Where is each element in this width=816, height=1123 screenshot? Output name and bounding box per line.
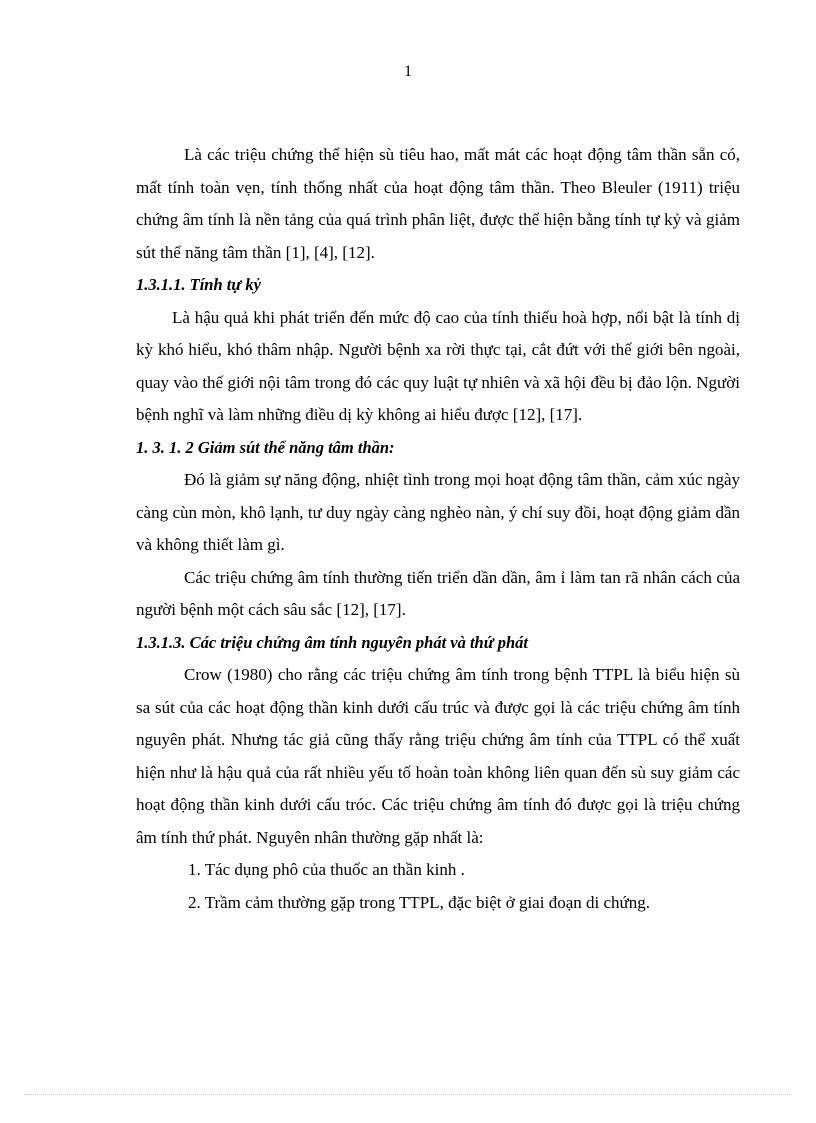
document-body bbox=[136, 139, 740, 919]
paragraph-progression: Các triệu chứng âm tính thường tiến triển dần dần, âm ỉ làm tan rã nhân cách của người bệnh một cách sâu sắc [12], [17]. bbox=[136, 567, 740, 619]
list-item-antipsychotic-side-effects: 1. Tác dụng phô của thuốc an thần kinh . bbox=[188, 860, 465, 879]
paragraph-mental-energy-decline: Đó là giảm sự năng động, nhiệt tình trong mọi hoạt động tâm thần, cảm xúc ngày càng cùn mòn, khô lạnh, tư duy ngày càng nghèo nàn, ý chí suy đồi, hoạt động giảm dần và không thiết làm gì. bbox=[136, 470, 740, 554]
paragraph-autism: Là hậu quả khi phát triển đến mức độ cao của tính thiếu hoà hợp, nổi bật là tính dị kỳ khó hiểu, khó thâm nhập. Người bệnh xa rời thực tại, cắt đứt với thế giới bên ngoài, quay vào thế giới nội tâm trong đó các quy luật tự nhiên và xã hội đều bị đảo lộn. Người bệnh nghĩ và làm những điều dị kỳ không ai hiểu được [12], [17]. bbox=[136, 307, 740, 424]
heading-autism: 1.3.1.1. Tính tự kỷ bbox=[136, 275, 261, 294]
list-item-depression: 2. Trầm cảm thường gặp trong TTPL, đặc biệt ở giai đoạn di chứng. bbox=[188, 892, 650, 912]
heading-primary-secondary-symptoms: 1.3.1.3. Các triệu chứng âm tính nguyên phát và thứ phát bbox=[136, 632, 529, 652]
heading-mental-energy-decline: 1. 3. 1. 2 Giảm sút thể năng tâm thần: bbox=[136, 437, 395, 457]
page-bottom-divider bbox=[24, 1094, 792, 1095]
page-number: 1 bbox=[404, 63, 412, 80]
paragraph-negative-symptoms-intro: Là các triệu chứng thể hiện sù tiêu hao, mất mát các hoạt động tâm thần sẵn có, mất tính toàn vẹn, tính thống nhất của hoạt động tâm thần. Theo Bleuler (1911) triệu chứng âm tính là nền tảng của quá trình phân liệt, được thể hiện bằng tính tự kỷ và giảm sút thể năng tâm thần [1], [4], [12]. bbox=[136, 145, 740, 262]
paragraph-crow-theory: Crow (1980) cho rằng các triệu chứng âm tính trong bệnh TTPL là biểu hiện sù sa sút của các hoạt động thần kinh dưới cấu trúc và được gọi là các triệu chứng âm tính nguyên phát. Nhưng tác giả cũng thấy rằng triệu chứng âm tính của TTPL có thể xuất hiện như là hậu quả của rất nhiều yếu tố hoàn toàn không liên quan đến sù suy giảm các hoạt động thần kinh dưới cấu tróc. Các triệu chứng âm tính đó được gọi là triệu chứng âm tính thứ phát. Nguyên nhân thường gặp nhất là: bbox=[136, 665, 740, 847]
